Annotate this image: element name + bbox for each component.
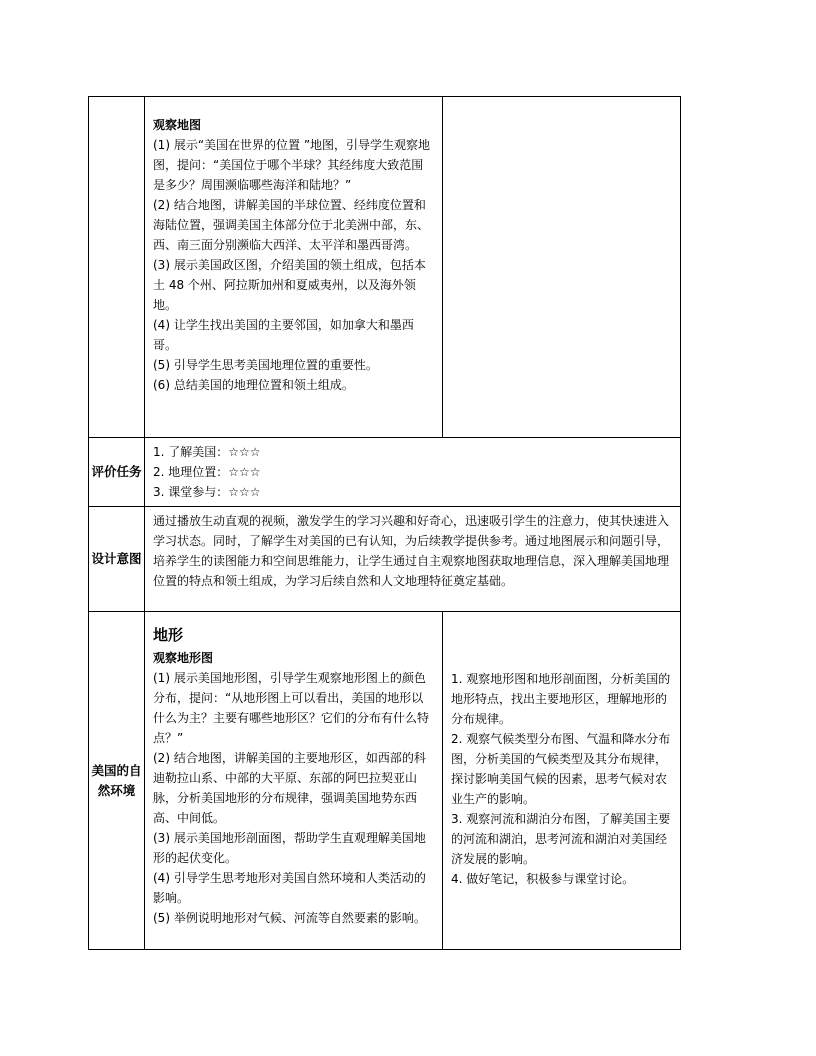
section-title-terrain: 地形 — [153, 626, 184, 644]
row-label-natural-environment: 美国的自然环境 — [89, 612, 145, 950]
activity-item: (3) 展示美国地形剖面图，帮助学生直观理解美国地形的起伏变化。 — [153, 831, 426, 865]
student-activity-cell-terrain — [443, 612, 681, 950]
activity-item: (4) 引导学生思考地形对美国自然环境和人类活动的影响。 — [153, 871, 426, 905]
student-activity-item: 2. 观察气候类型分布图、气温和降水分布图，分析美国的气候类型及其分布规律，探讨影响美国气候的因素，思考气候对农业生产的影响。 — [451, 731, 671, 806]
evaluation-item: 2. 地理位置：☆☆☆ — [153, 465, 261, 479]
section-heading-map: 观察地图 — [153, 118, 202, 132]
student-activity-item: 1. 观察地形图和地形剖面图，分析美国的地形特点，找出主要地形区，理解地形的分布规律。 — [451, 671, 671, 726]
lesson-plan-table — [88, 96, 681, 950]
teacher-activity-cell-terrain — [145, 612, 443, 950]
activity-item: (4) 让学生找出美国的主要邻国，如加拿大和墨西哥。 — [153, 318, 414, 352]
student-activity-item: 4. 做好笔记，积极参与课堂讨论。 — [451, 871, 635, 886]
evaluation-cell — [145, 438, 681, 507]
evaluation-item: 3. 课堂参与：☆☆☆ — [153, 485, 261, 499]
design-intent-text: 通过播放生动直观的视频，激发学生的学习兴趣和好奇心，迅速吸引学生的注意力，使其快速进入学习状态。同时，了解学生对美国的已有认知，为后续教学提供参考。通过地图展示和问题引导，培养学生的读图能力和空间思维能力，让学生通过自主观察地图获取地理信息，深入理解美国地理位置的特点和领土组成，为学习后续自然和人文地理特征奠定基础。 — [153, 514, 670, 588]
table-row-design-intent — [89, 507, 681, 612]
activity-item: (1) 展示“美国在世界的位置 ”地图，引导学生观察地图，提问：“美国位于哪个半球？其经纬度大致范围是多少？周围濒临哪些海洋和陆地？” — [153, 138, 431, 192]
row-label-evaluation: 评价任务 — [89, 438, 145, 507]
student-activity-item: 3. 观察河流和湖泊分布图，了解美国主要的河流和湖泊，思考河流和湖泊对美国经济发展的影响。 — [451, 811, 671, 866]
activity-item: (3) 展示美国政区图，介绍美国的领土组成，包括本土 48 个州、阿拉斯加州和夏威夷州，以及海外领地。 — [153, 258, 426, 312]
activity-item: (2) 结合地图，讲解美国的半球位置、经纬度位置和海陆位置，强调美国主体部分位于北美洲中部，东、西、南三面分别濒临大西洋、太平洋和墨西哥湾。 — [153, 198, 430, 252]
activity-item: (6) 总结美国的地理位置和领土组成。 — [153, 378, 354, 392]
table-row-map — [89, 97, 681, 438]
student-activity-cell-empty — [443, 97, 681, 438]
row-label-design-intent: 设计意图 — [89, 507, 145, 612]
evaluation-item: 1. 了解美国：☆☆☆ — [153, 445, 261, 459]
table-row-natural-environment — [89, 612, 681, 950]
teacher-activity-cell — [145, 97, 443, 438]
section-heading-terrain: 观察地形图 — [153, 651, 214, 665]
row-label-empty — [89, 97, 145, 438]
table-row-evaluation — [89, 438, 681, 507]
design-intent-cell — [145, 507, 681, 612]
activity-item: (2) 结合地图，讲解美国的主要地形区，如西部的科迪勒拉山系、中部的大平原、东部的阿巴拉契亚山脉，分析美国地形的分布规律，强调美国地势东西高、中间低。 — [153, 751, 426, 825]
activity-item: (1) 展示美国地形图，引导学生观察地形图上的颜色分布，提问：“从地形图上可以看出，美国的地形以什么为主？主要有哪些地形区？它们的分布有什么特点？” — [153, 671, 430, 745]
activity-item: (5) 举例说明地形对气候、河流等自然要素的影响。 — [153, 911, 426, 925]
activity-item: (5) 引导学生思考美国地理位置的重要性。 — [153, 358, 378, 372]
